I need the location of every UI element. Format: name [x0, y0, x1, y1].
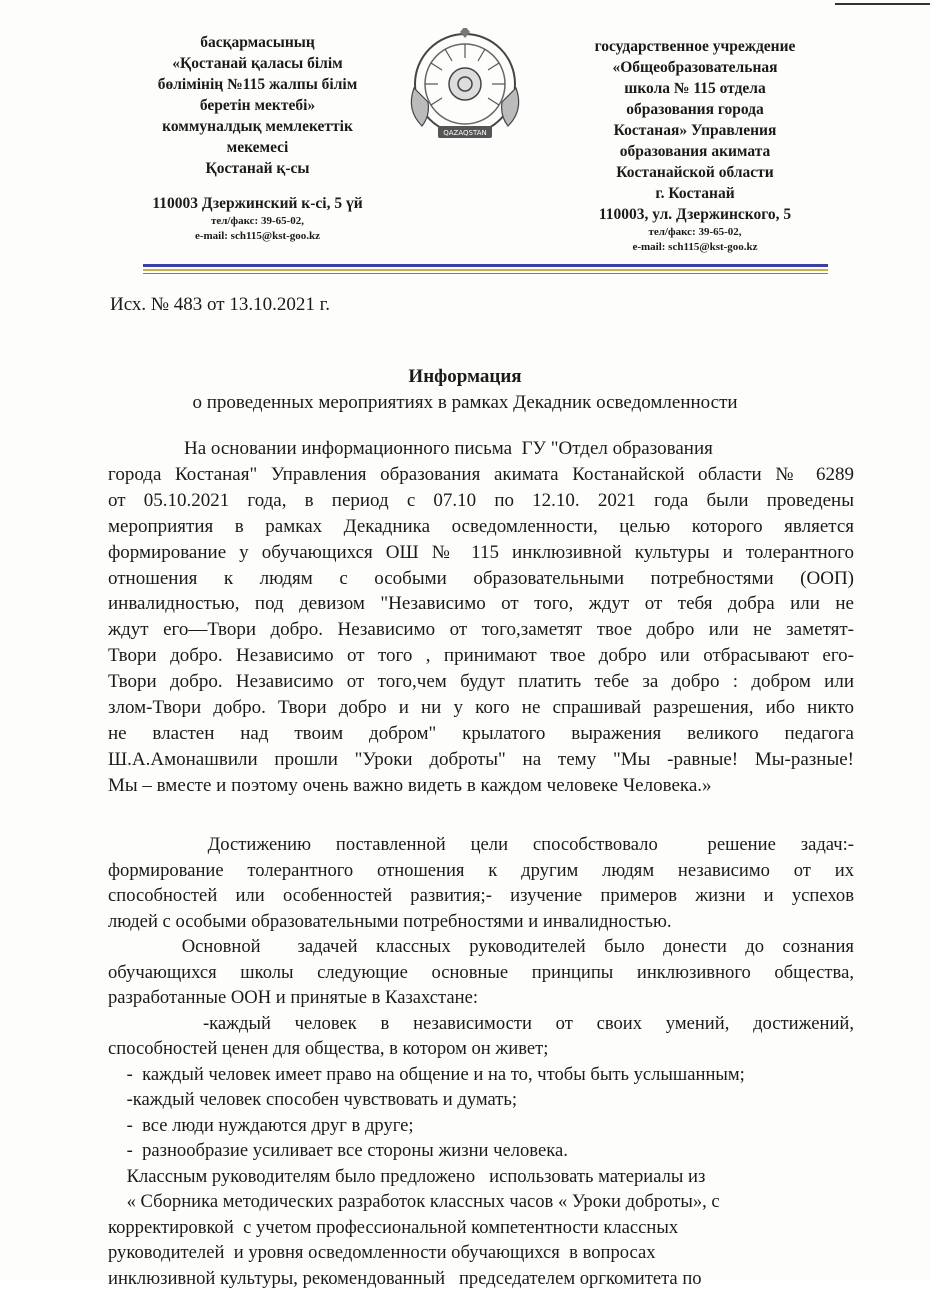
header-right-line: «Общеобразовательная — [560, 57, 830, 78]
body-line: Твори добро. Независимо от того,чем будут платить тебе за добро : добром или — [108, 669, 854, 695]
scan-edge-line — [835, 3, 930, 5]
body-line: отношения к людям с особыми образовательными потребностями (ООП) — [108, 566, 854, 592]
body-line: Основной задачей классных руководителей было донести до сознания — [108, 934, 854, 960]
header-left-line: бөлімінің №115 жалпы білім — [120, 74, 395, 95]
header-left-line: коммуналдық мемлекеттік — [120, 116, 395, 137]
header-right-line: государственное учреждение — [560, 36, 830, 57]
svg-text:QAZAQSTAN: QAZAQSTAN — [443, 129, 486, 137]
document-title: Информация — [0, 366, 930, 388]
body-line: -каждый человек способен чувствовать и думать; — [108, 1087, 854, 1113]
header-left-address: 110003 Дзержинский к-сі, 5 үй — [120, 193, 395, 214]
body-line: - все люди нуждаются друг в друге; — [108, 1113, 854, 1139]
header-right-line: образования акимата — [560, 141, 830, 162]
body-line: Ш.А.Амонашвили прошли "Уроки доброты" на тему "Мы -равные! Мы-разные! — [108, 747, 854, 773]
body-line: обучающихся школы следующие основные принципы инклюзивного общества, — [108, 960, 854, 986]
body-text-continued — [108, 832, 854, 1291]
body-line: - каждый человек имеет право на общение и на то, чтобы быть услышанным; — [108, 1062, 854, 1088]
header-left-line: Қостанай қ-сы — [120, 158, 395, 179]
header-divider — [143, 273, 828, 274]
body-line: мероприятия в рамках Декадника осведомленности, целью которого является — [108, 514, 854, 540]
body-line: инклюзивной культуры, рекомендованный председателем оргкомитета по — [108, 1266, 854, 1291]
header-left-line: беретін мектебі» — [120, 95, 395, 116]
header-right-line: образования города — [560, 99, 830, 120]
document-subtitle: о проведенных мероприятиях в рамках Декадник осведомленности — [0, 392, 930, 414]
header-right-phone: тел/факс: 39-65-02, — [560, 225, 830, 240]
body-line: ждут его—Твори добро. Независимо от того,заметят твое добро или не заметят- — [108, 617, 854, 643]
header-divider — [143, 264, 828, 267]
header-divider — [143, 269, 828, 271]
body-line: « Сборника методических разработок классных часов « Уроки доброты», с — [108, 1189, 854, 1215]
body-line: людей с особыми образовательными потребностями и инвалидностью. — [108, 909, 854, 935]
header-left-kazakh — [120, 32, 395, 244]
body-line: способностей или особенностей развития;- изучение примеров жизни и успехов — [108, 883, 854, 909]
header-right-line: Костанайской области — [560, 162, 830, 183]
header-left-line: «Қостанай қаласы білім — [120, 53, 395, 74]
header-right-russian — [560, 36, 830, 255]
body-line: На основании информационного письма ГУ "Отдел образования — [108, 436, 854, 462]
header-left-line: мекемесі — [120, 137, 395, 158]
body-line: корректировкой с учетом профессиональной компетентности классных — [108, 1215, 854, 1241]
body-line: Твори добро. Независимо от того , принимают твое добро или отбрасывают его- — [108, 643, 854, 669]
body-line: -каждый человек в независимости от своих умений, достижений, — [108, 1011, 854, 1037]
body-line: от 05.10.2021 года, в период с 07.10 по 12.10. 2021 года были проведены — [108, 488, 854, 514]
body-text — [108, 436, 854, 799]
header-right-address: 110003, ул. Дзержинского, 5 — [560, 204, 830, 225]
header-right-line: школа № 115 отдела — [560, 78, 830, 99]
body-line: - разнообразие усиливает все стороны жизни человека. — [108, 1138, 854, 1164]
header-right-line: г. Костанай — [560, 183, 830, 204]
header-left-line: басқармасының — [120, 32, 395, 53]
body-line: Классным руководителям было предложено использовать материалы из — [108, 1164, 854, 1190]
body-line: города Костаная" Управления образования акимата Костанайской области № 6289 — [108, 462, 854, 488]
body-line: инвалидностью, под девизом "Независимо от того, ждут от тебя добра или не — [108, 591, 854, 617]
body-line: Мы – вместе и поэтому очень важно видеть в каждом человеке Человека.» — [108, 773, 854, 799]
header-right-email: e-mail: sch115@kst-goo.kz — [560, 240, 830, 255]
body-line: не властен над твоим добром" крылатого выражения великого педагога — [108, 721, 854, 747]
outgoing-number: Исх. № 483 от 13.10.2021 г. — [110, 294, 330, 316]
body-line: Достижению поставленной цели способствовало решение задач:- — [108, 832, 854, 858]
body-line: разработанные ООН и принятые в Казахстане: — [108, 985, 854, 1011]
header-left-email: e-mail: sch115@kst-goo.kz — [120, 229, 395, 244]
body-line: формирование толерантного отношения к другим людям независимо от их — [108, 858, 854, 884]
body-line: руководителей и уровня осведомленности обучающихся в вопросах — [108, 1240, 854, 1266]
body-line: злом-Твори добро. Твори добро и ни у кого не спрашивай разрешения, ибо никто — [108, 695, 854, 721]
body-line: формирование у обучающихся ОШ № 115 инклюзивной культуры и толерантного — [108, 540, 854, 566]
header-left-phone: тел/факс: 39-65-02, — [120, 214, 395, 229]
body-line: способностей ценен для общества, в котором он живет; — [108, 1036, 854, 1062]
state-emblem-icon — [400, 28, 530, 148]
header-right-line: Костаная» Управления — [560, 120, 830, 141]
